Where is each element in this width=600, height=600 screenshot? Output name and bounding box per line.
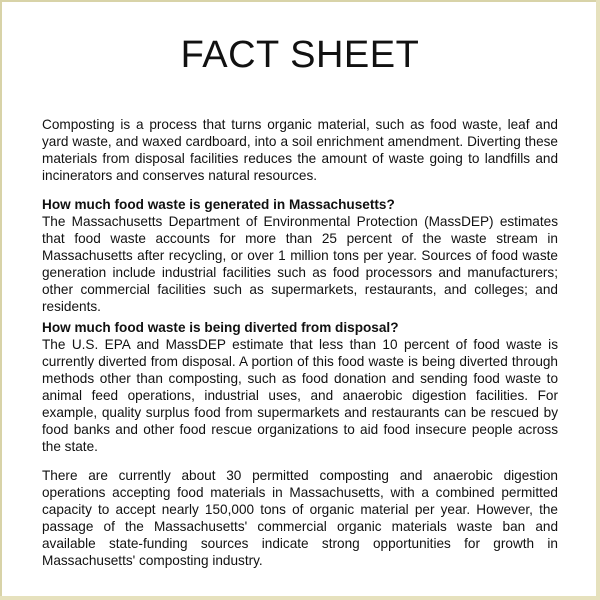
page-edge-shadow-right xyxy=(596,0,600,600)
section-food-waste-generated xyxy=(42,196,558,315)
section-heading: How much food waste is being diverted from disposal? xyxy=(42,320,399,335)
section-body: The U.S. EPA and MassDEP estimate that less than 10 percent of food waste is currently diverted from disposal. A portion of this food waste is being diverted through methods other than composting, such as food donation and sending food waste to animal feed operations, industrial uses, and anaerobic digestion facilities. For example, quality surplus food from supermarkets and restaurants can be rescued by food banks and other food rescue organizations to aid food insecure people across the state. xyxy=(42,337,558,454)
closing-paragraph: There are currently about 30 permitted composting and anaerobic digestion operations accepting food materials in Massachusetts, with a combined permitted capacity to accept nearly 150,000 tons of organic material per year. However, the passage of the Massachusetts' commercial organic materials waste ban and available state-funding sources indicate strong opportunities for growth in Massachusetts' composting industry. xyxy=(42,468,558,568)
intro-paragraph: Composting is a process that turns organic material, such as food waste, leaf and yard waste, and waxed cardboard, into a soil enrichment amendment. Diverting these materials from disposal facilities reduces the amount of waste going to landfills and incinerators and conserves natural resources. xyxy=(42,117,558,183)
section-food-waste-diverted xyxy=(42,319,558,455)
page-edge-shadow-bottom xyxy=(0,596,600,600)
page-title: FACT SHEET xyxy=(180,34,420,76)
section-heading: How much food waste is generated in Massachusetts? xyxy=(42,197,395,212)
fact-sheet-document xyxy=(42,30,558,569)
section-body: The Massachusetts Department of Environmental Protection (MassDEP) estimates that food waste accounts for more than 25 percent of the waste stream in Massachusetts after recycling, or over 1 million tons per year. Sources of food waste generation include industrial facilities such as food processors and manufacturers; other commercial facilities such as supermarkets, restaurants, and colleges; and residents. xyxy=(42,214,558,314)
